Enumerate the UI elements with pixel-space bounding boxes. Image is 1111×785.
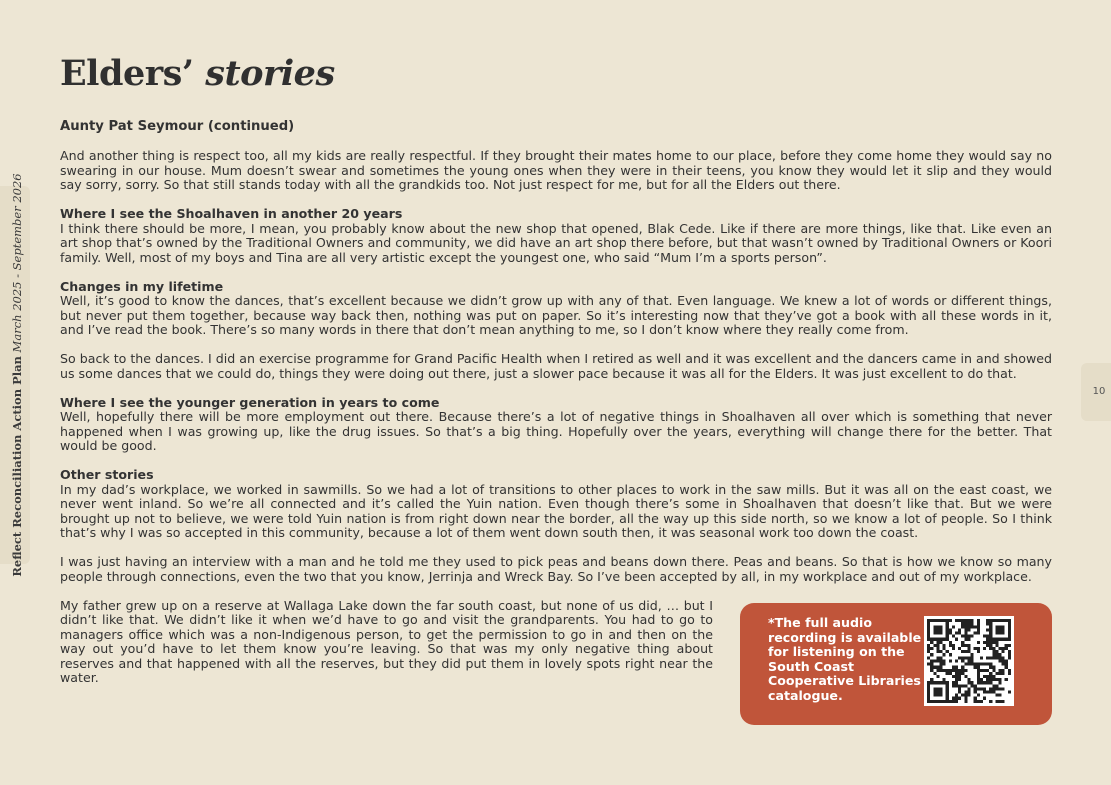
qr-code-icon[interactable] xyxy=(924,616,1014,706)
section-heading-other-stories: Other stories xyxy=(60,467,154,482)
section-paragraph-other-stories-3: My father grew up on a reserve at Wallaga Lake down the far south coast, but none of us did, … but I didn’t like that. We didn’t like it when we’d have to go and visit the grandparents. You had to go to managers office which was a non-Indigenous person, to get the permission to go in and then on the way out you’d have to let them know you’re leaving. So that was my only negative thing about reserves and that happened with all the reserves, but they did put them in lovely spots right near the water. xyxy=(60,597,713,685)
section-paragraph-other-stories-1: In my dad’s workplace, we worked in sawmills. So we had a lot of transitions to other places to work in the saw mills. But it was all on the east coast, we never went inland. So we’re all connected and it’s called the Yuin nation. Even though there’s some in Shoalhaven that doesn’t like that. But we were brought up not to believe, we were told Yuin nation is from right down near the border, all the way up this side north, so we know a lot of people. So I think that’s why I was so accepted in this community, because a lot of them went down south then, it was seasonal work too down the coast. xyxy=(60,481,1052,540)
plan-dates: March 2025 - September 2026 xyxy=(10,173,24,353)
plan-label: Reflect Reconciliation Action Plan xyxy=(10,356,24,577)
section-paragraph-changes-2: So back to the dances. I did an exercise programme for Grand Pacific Health when I retired as well and it was excellent and the dancers came in and showed us some dances that we could do, things they were doing out there, just a slower pace because it was all for the Elders. It was just excellent to do that. xyxy=(60,351,1052,381)
audio-callout-text: *The full audio recording is available for listening on the South Coast Cooperative Libraries catalogue. xyxy=(768,615,922,703)
section-heading-shoalhaven-20-years: Where I see the Shoalhaven in another 20 years xyxy=(60,206,403,221)
section-paragraph-other-stories-2: I was just having an interview with a man and he told me they used to pick peas and beans down there. Peas and beans. So that is how we know so many people through connections, even the two that you know, Jerrinja and Wreck Bay. So I’ve been accepted by all, in my workplace and out of my workplace. xyxy=(60,554,1052,584)
intro-paragraph: And another thing is respect too, all my kids are really respectful. If they brought their mates home to our place, before they come home they would say no swearing in our house. Mum doesn’t swear and sometimes the young ones when they were in their teens, you know they would let it slip and they would say sorry, sorry. So that still stands today with all the grandkids too. Not just respect for me, but for all the Elders out there. xyxy=(60,148,1052,192)
section-heading-younger-generation: Where I see the younger generation in years to come xyxy=(60,394,440,410)
article-body xyxy=(60,120,1052,686)
page-number: 10 xyxy=(1092,386,1106,397)
document-side-label xyxy=(10,173,24,576)
title-italic: stories xyxy=(205,53,335,94)
title-main: Elders’ xyxy=(60,53,194,94)
article-heading: Aunty Pat Seymour (continued) xyxy=(60,119,295,134)
section-paragraph-younger-generation: Well, hopefully there will be more employment out there. Because there’s a lot of negative things in Shoalhaven all over which is something that never happened when I was growing up, like the drug issues. So that’s a big thing. Hopefully over the years, everything will change there for the better. That would be good. xyxy=(60,409,1052,453)
section-paragraph-changes-1: Well, it’s good to know the dances, that’s excellent because we didn’t grow up with any of that. Even language. We knew a lot of words or different things, but never put them together, because way back then, nothing was put on paper. So it’s interesting now that they’ve got a book with all these words in it, and I’ve read the book. There’s so many words in there that don’t mean anything to me, so I don’t know where they really come from. xyxy=(60,293,1052,337)
audio-recording-callout xyxy=(740,603,1052,725)
page-title xyxy=(60,50,335,98)
section-heading-changes: Changes in my lifetime xyxy=(60,278,224,294)
section-paragraph-shoalhaven-20-years: I think there should be more, I mean, you probably know about the new shop that opened, Blak Cede. Like if there are more things, like that. Like even an art shop that’s owned by the Traditional Owners and community, we did have an art shop there before, but that wasn’t owned by Traditional Owners or Koori family. Well, most of my boys and Tina are all very artistic except the youngest one, who said “Mum I’m a sports person”. xyxy=(60,220,1052,265)
